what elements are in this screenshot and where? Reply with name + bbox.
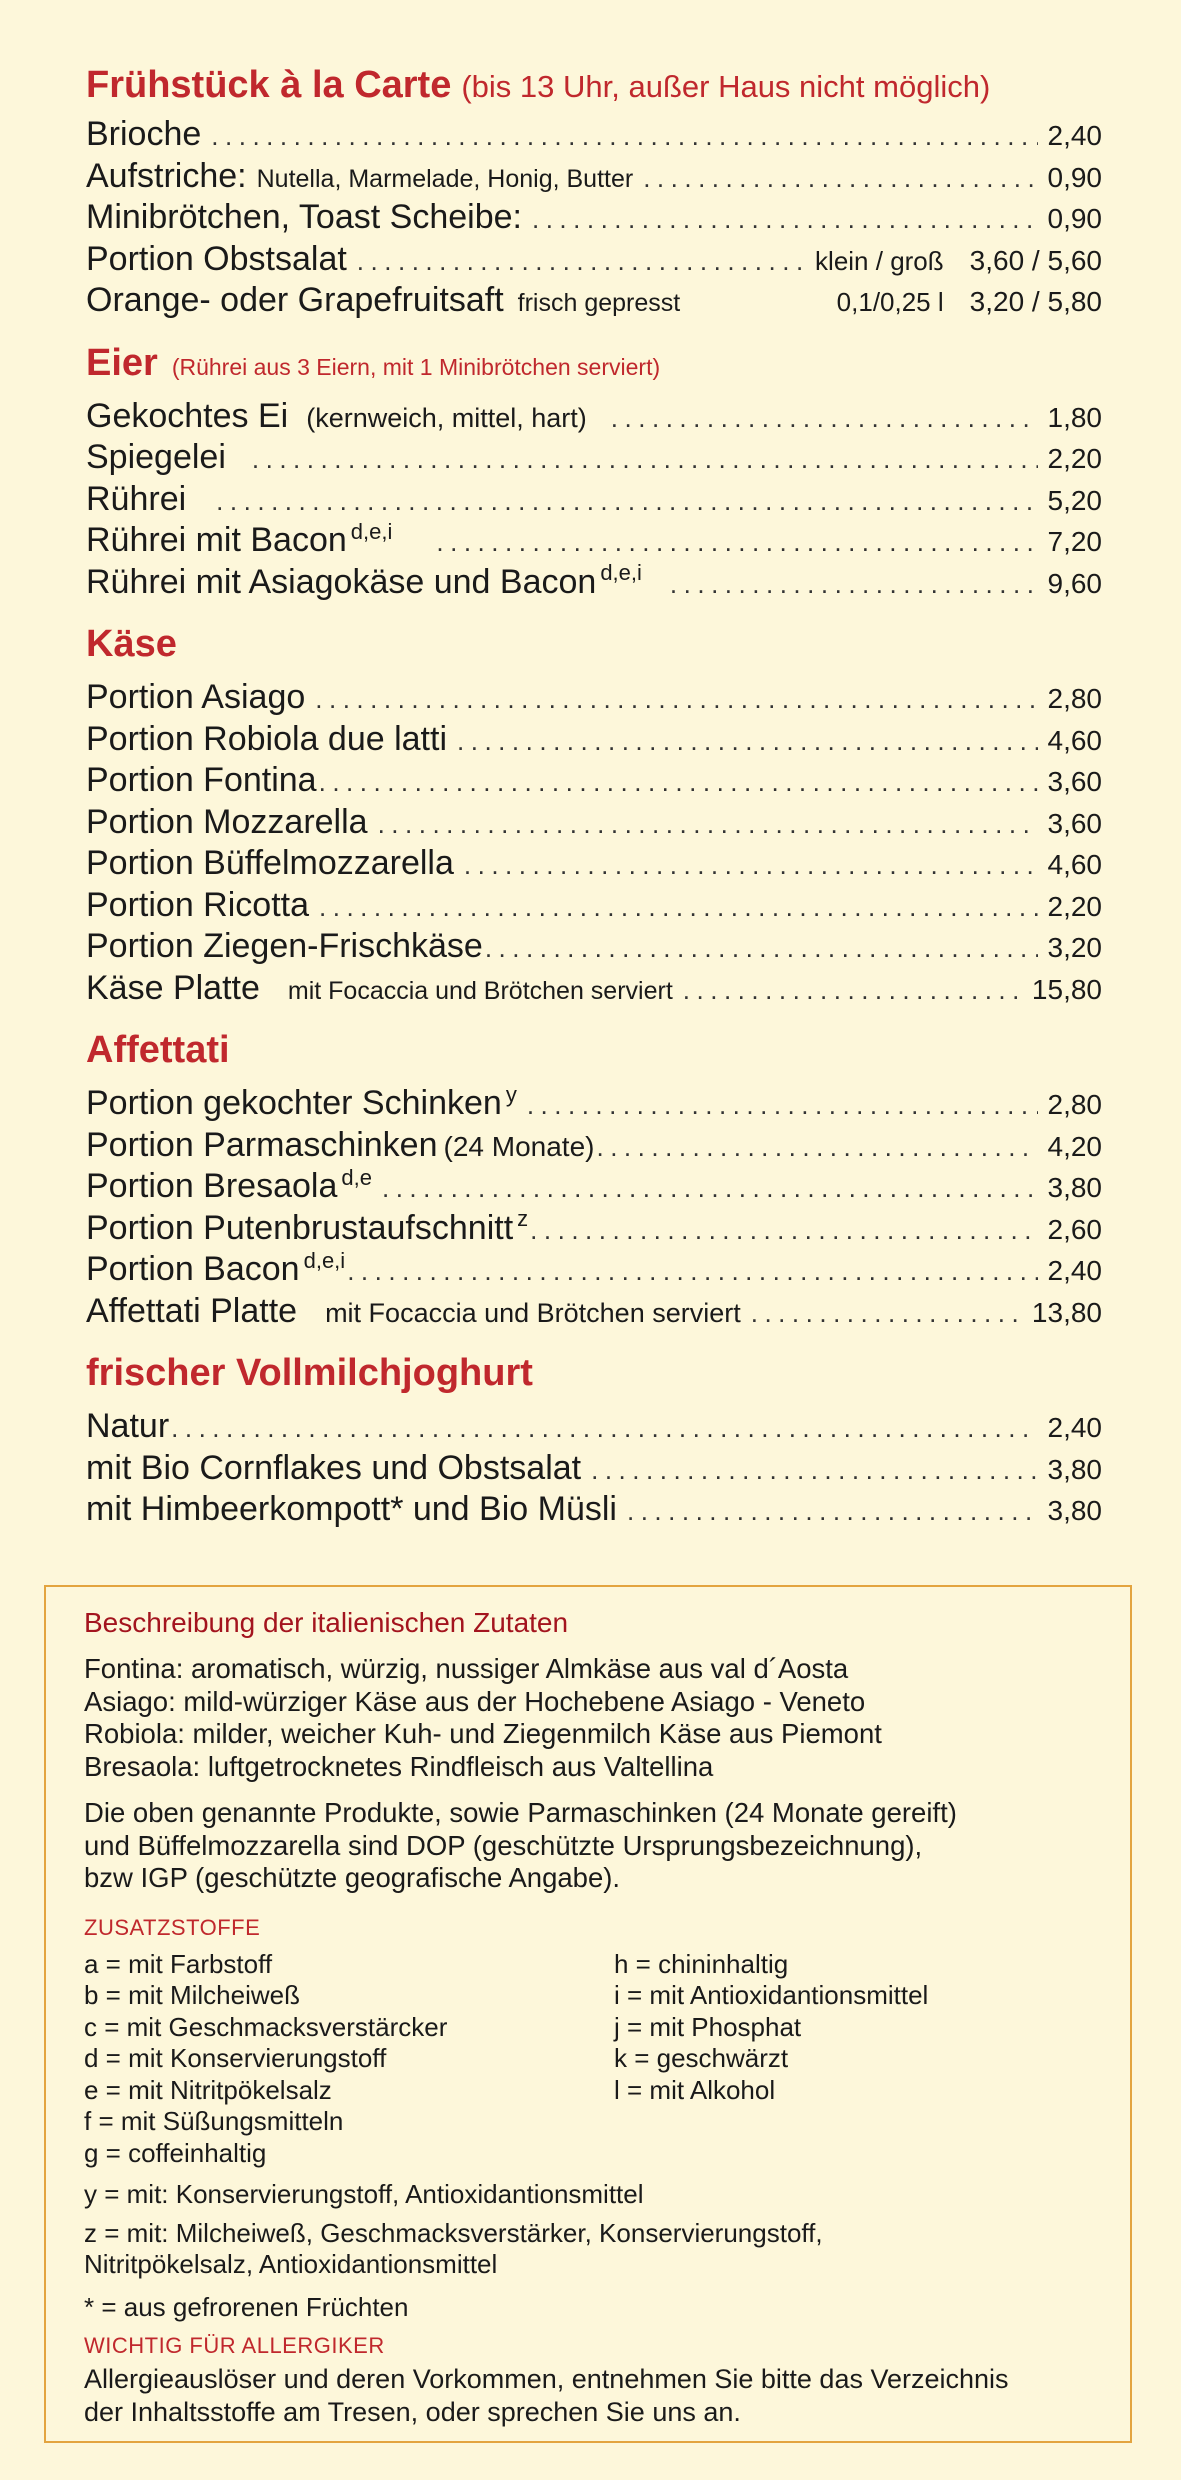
menu-item (86, 719, 1102, 761)
menu-item (86, 479, 1102, 521)
additive-entry: k = geschwärzt (614, 2043, 789, 2073)
item-name: Aufstriche: (86, 156, 247, 195)
section-affettati (86, 1031, 1102, 1332)
section-title: frischer Vollmilchjoghurt (86, 1352, 533, 1394)
menu-item (86, 1083, 1102, 1125)
dot-leader (319, 887, 1038, 929)
item-price: 2,20 (1047, 443, 1102, 474)
additive-codes: d,e (341, 1164, 372, 1190)
dot-leader (643, 158, 1037, 200)
item-desc: mit Focaccia und Brötchen serviert (325, 1297, 741, 1328)
item-name: Portion Ricotta (86, 885, 309, 924)
additive-entry: b = mit Milcheiweß (84, 1980, 300, 2010)
additives-title: ZUSATZSTOFFE (84, 1914, 261, 1940)
item-name: Rührei (86, 479, 187, 518)
section-title: Eier (86, 341, 158, 384)
dot-leader (457, 721, 1037, 763)
additive-entry: i = mit Antioxidantionsmittel (614, 1980, 929, 2010)
dot-leader (378, 804, 1038, 846)
item-price: 7,20 (1047, 526, 1102, 557)
item-name: Portion Büffelmozzarella (86, 844, 454, 882)
item-name: Brioche (86, 115, 202, 153)
section-joghurt (86, 1354, 1102, 1531)
dot-leader (315, 679, 1037, 721)
additive-entry: e = mit Nitritpökelsalz (84, 2074, 332, 2105)
menu-item (86, 1406, 1102, 1448)
item-price: 2,40 (1047, 1255, 1102, 1286)
glossary-line: Bresaola: luftgetrocknetes Rindfleisch aus Valtellina (84, 1750, 714, 1782)
item-name: mit Himbeerkompott* und Bio Müsli (86, 1490, 617, 1528)
glossary-line: Fontina: aromatisch, würzig, nussiger Almkäse aus val d´Aosta (84, 1653, 849, 1684)
item-price: 3,60 / 5,60 (969, 244, 1102, 276)
menu-item (86, 562, 1102, 604)
menu-item (86, 802, 1102, 844)
dot-leader (527, 1085, 1038, 1127)
dot-leader (596, 1127, 1037, 1169)
item-name: Rührei mit Asiagokäse und Bacon $^{d,e,i}$ (86, 560, 642, 601)
item-price: 2,40 (1047, 120, 1102, 151)
item-name: Portion Ziegen-Frischkäse (86, 927, 483, 965)
additive-entry: d = mit Konservierungstoff (84, 2043, 387, 2073)
dot-leader (347, 1251, 1037, 1293)
section-kaese (86, 625, 1102, 1009)
additive-entry: h = chininhaltig (614, 1948, 789, 1979)
item-name: Portion Bacon $^{d,e,i}$ (86, 1247, 346, 1288)
menu-item (86, 1125, 1102, 1167)
item-price: 3,60 (1047, 766, 1102, 797)
additive-codes: z (517, 1206, 529, 1232)
item-price: 3,80 (1047, 1495, 1102, 1526)
menu-item (86, 1208, 1102, 1250)
item-price: 4,60 (1047, 849, 1102, 880)
menu-item (86, 843, 1102, 885)
item-price: 4,20 (1047, 1130, 1102, 1162)
item-desc: (kernweich, mittel, hart) (306, 402, 587, 433)
glossary-line: Asiago: mild-würziger Käse aus der Hochebene Asiago - Veneto (84, 1685, 866, 1717)
menu-item (86, 885, 1102, 927)
item-desc: frisch gepresst (517, 289, 681, 317)
allergy-text: Allergieauslöser und deren Vorkommen, entnehmen Sie bitte das Verzeichnis der Inhaltsstoffe am Tresen, oder sprechen Sie uns an. (84, 2364, 1009, 2427)
dot-leader (751, 1293, 1022, 1335)
section-fruehstueck (86, 66, 1102, 322)
dot-leader (611, 398, 1038, 440)
menu-item (86, 926, 1102, 968)
additive-entry: j = mit Phosphat (614, 2011, 802, 2042)
item-desc: mit Focaccia und Brötchen serviert (287, 976, 673, 1005)
item-name: Orange- oder Grapefruitsaft (86, 281, 504, 319)
item-name: Natur (86, 1407, 170, 1445)
menu-item (86, 760, 1102, 802)
additive-entry: l = mit Alkohol (614, 2074, 776, 2105)
item-price: 5,20 (1047, 484, 1102, 516)
item-price: 3,20 / 5,80 (969, 286, 1102, 317)
item-size: klein / groß (815, 245, 944, 276)
star-note: * = aus gefrorenen Früchten (84, 2292, 409, 2322)
allergy-title: WICHTIG FÜR ALLERGIKER (84, 2333, 385, 2358)
item-price: 3,20 (1047, 932, 1102, 963)
additive-entry: g = coffeinhaltig (84, 2137, 267, 2168)
dot-leader (436, 522, 1037, 564)
ingredients-info-box (44, 1585, 1132, 2443)
item-price: 15,80 (1031, 973, 1102, 1005)
item-price: 13,80 (1031, 1296, 1102, 1328)
menu-item (86, 396, 1102, 438)
y-note: y = mit: Konservierungstoff, Antioxidantionsmittel (84, 2179, 644, 2209)
section-note: (bis 13 Uhr, außer Haus nicht möglich) (461, 69, 991, 104)
dot-leader (252, 439, 1038, 481)
dot-leader (464, 845, 1038, 887)
menu-item (86, 1166, 1102, 1208)
item-name: Portion Bresaola $^{d,e}$ (86, 1164, 372, 1205)
item-name: Portion gekochter Schinken $^y$ (86, 1081, 517, 1122)
menu-item (86, 1489, 1102, 1531)
item-size: 0,1/0,25 l (836, 287, 944, 317)
item-price: 2,60 (1047, 1213, 1102, 1245)
item-name: Portion Obstsalat (86, 239, 347, 278)
dot-leader (382, 1168, 1038, 1210)
dop-note: Die oben genannte Produkte, sowie Parmaschinken (24 Monate gereift) und Büffelmozzarella sind DOP (geschützte Ursprungsbezeichnung), bzw IGP (geschützte geografische Angabe). (84, 1797, 957, 1893)
section-title: Affettati (86, 1029, 230, 1071)
dot-leader (532, 199, 1038, 241)
additive-entry: f = mit Süßungsmitteln (84, 2106, 344, 2136)
glossary-line: Robiola: milder, weicher Kuh- und Ziegenmilch Käse aus Piemont (84, 1718, 882, 1749)
section-title: Käse (86, 623, 177, 665)
menu-item (86, 239, 1102, 281)
dot-leader (627, 1491, 1038, 1533)
menu-item (86, 156, 1102, 198)
dot-leader (216, 481, 1037, 523)
dot-leader (485, 928, 1038, 970)
item-price: 2,80 (1047, 1089, 1102, 1120)
item-name: Portion Asiago (86, 678, 306, 716)
item-price: 0,90 (1047, 161, 1102, 193)
dot-leader (530, 1210, 1037, 1252)
item-name: Rührei mit Bacon $^{d,e,i}$ (86, 518, 393, 559)
dot-leader (683, 970, 1022, 1012)
item-price: 3,60 (1047, 807, 1102, 839)
item-desc: (24 Monate) (443, 1130, 595, 1162)
item-price: 1,80 (1047, 401, 1102, 433)
menu-item (86, 1291, 1102, 1333)
item-name: mit Bio Cornflakes und Obstsalat (86, 1448, 582, 1487)
dot-leader (591, 1450, 1037, 1492)
item-name: Portion Mozzarella (86, 802, 368, 841)
menu-item (86, 1249, 1102, 1291)
item-price: 2,20 (1047, 890, 1102, 922)
item-price: 0,90 (1047, 203, 1102, 234)
item-desc: Nutella, Marmelade, Honig, Butter (256, 164, 634, 193)
dot-leader (211, 116, 1037, 158)
additive-codes: y (505, 1081, 517, 1107)
additive-entry: c = mit Geschmacksverstärcker (84, 2011, 448, 2042)
section-note: (Rührei aus 3 Eiern, mit 1 Minibrötchen serviert) (171, 353, 661, 380)
glossary (84, 1653, 1092, 1783)
dot-leader (670, 564, 1038, 606)
section-title: Frühstück à la Carte (86, 64, 452, 106)
item-name: Spiegelei (86, 438, 226, 476)
item-price: 3,80 (1047, 1453, 1102, 1485)
item-name: Portion Fontina (86, 761, 317, 799)
dot-leader (357, 241, 809, 283)
item-name: Portion Parmaschinken (86, 1125, 438, 1164)
item-name: Käse Platte (86, 968, 260, 1007)
dot-leader (319, 762, 1038, 804)
additive-codes: d,e,i (303, 1247, 346, 1273)
item-name: Portion Putenbrustaufschnitt $^z$ (86, 1206, 529, 1247)
menu-item (86, 677, 1102, 719)
item-name: Affettati Platte (86, 1291, 298, 1330)
additives-list (84, 1949, 1092, 2170)
additive-codes: d,e,i (350, 518, 393, 544)
item-name: Minibrötchen, Toast Scheibe: (86, 198, 522, 236)
item-price: 9,60 (1047, 567, 1102, 599)
menu-item (86, 520, 1102, 562)
item-name: Gekochtes Ei (86, 396, 289, 435)
menu-item (86, 968, 1102, 1010)
dot-leader (171, 1408, 1037, 1450)
item-price: 2,80 (1047, 683, 1102, 714)
item-price: 2,40 (1047, 1412, 1102, 1443)
menu (86, 66, 1102, 1531)
item-price: 4,60 (1047, 724, 1102, 756)
menu-item (86, 280, 1102, 322)
item-price: 3,80 (1047, 1172, 1102, 1203)
z-note: z = mit: Milcheiweß, Geschmacksverstärker, Konservierungstoff, Nitritpökelsalz, Antioxidantionsmittel (84, 2218, 823, 2279)
menu-item (86, 197, 1102, 239)
additive-codes: d,e,i (600, 560, 642, 586)
info-title: Beschreibung der italienischen Zutaten (84, 1607, 569, 1638)
item-name: Portion Robiola due latti (86, 719, 448, 758)
additive-entry: a = mit Farbstoff (84, 1948, 273, 1979)
menu-item (86, 1448, 1102, 1490)
section-eier (86, 341, 1102, 604)
menu-item (86, 114, 1102, 156)
menu-item (86, 437, 1102, 479)
